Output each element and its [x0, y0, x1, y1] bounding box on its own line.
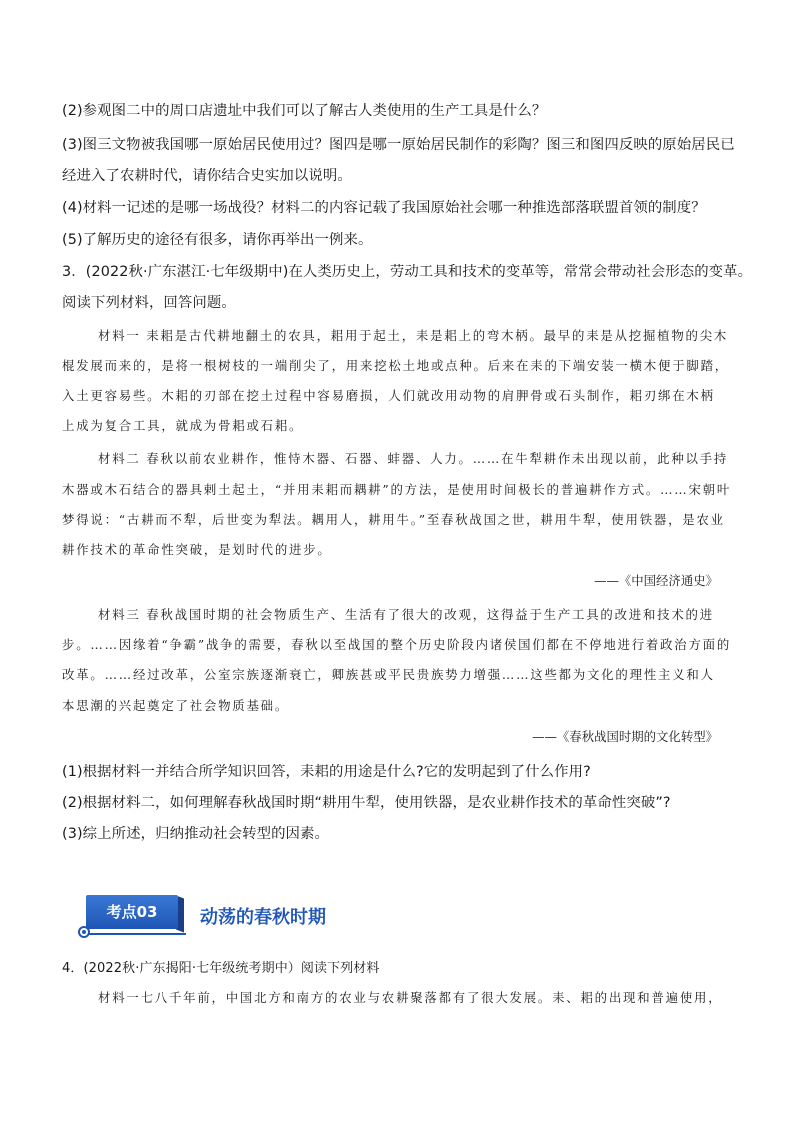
q3-material3-line3: 改革。……经过改革，公室宗族逐渐衰亡，卿族甚或平民贵族势力增强……这些都为文化的理性主义和人: [62, 667, 715, 682]
q3-sub2: (2)根据材料二，如何理解春秋战国时期“耕用牛犁，使用铁器，是农业耕作技术的革命性突破”?: [62, 795, 671, 811]
q2-sub5: (5)了解历史的途径有很多，请你再举出一例来。: [62, 232, 373, 248]
target-dot-icon: [78, 926, 90, 938]
q2-sub2: (2)参观图二中的周口店遗址中我们可以了解古人类使用的生产工具是什么？: [62, 103, 547, 119]
badge-underline: [86, 933, 186, 935]
q3-material3-line2: 步。……因缘着“争霸”战争的需要，春秋以至战国的整个历史阶段内诸侯国们都在不停地进行着政治方面的: [62, 637, 732, 652]
q3-material3-source: ——《春秋战国时期的文化转型》: [532, 729, 718, 744]
q3-material2-line1: 材料二 春秋以前农业耕作，惟恃木器、石器、蚌器、人力。……在牛犁耕作未出现以前，此种以手持: [98, 451, 729, 466]
q2-sub3: (3)图三文物被我国哪一原始居民使用过？图四是哪一原始居民制作的彩陶？图三和图四反映的原始居民已: [62, 137, 735, 153]
q3-material1-line2: 棍发展而来的，是将一根树枝的一端削尖了，用来挖松土地或点种。后来在耒的下端安装一横木便于脚踏，: [62, 358, 729, 373]
q2-sub4: (4)材料一记述的是哪一场战役？材料二的内容记载了我国原始社会哪一种推选部落联盟首领的制度？: [62, 200, 706, 216]
q2-sub3-cont: 经进入了农耕时代，请你结合史实加以说明。: [62, 168, 352, 184]
q3-material2-line3: 梦得说：“古耕而不犁，后世变为犁法。耦用人，耕用牛。”至春秋战国之世，耕用牛犁，使用铁器，是农业: [62, 512, 725, 527]
q4-material1-line1: 材料一七八千年前，中国北方和南方的农业与农耕聚落都有了很大发展。耒、耜的出现和普遍使用，: [98, 990, 723, 1005]
q3-material3-line4: 本思潮的兴起奠定了社会物质基础。: [62, 698, 290, 713]
q3-material3-line1: 材料三 春秋战国时期的社会物质生产、生活有了很大的改观，这得益于生产工具的改进和技术的进: [98, 607, 714, 622]
q3-material2-line4: 耕作技术的革命性突破，是划时代的进步。: [62, 542, 332, 557]
section-badge-label: 考点03: [86, 895, 178, 929]
q3-material1-line3: 入土更容易些。木耜的刃部在挖土过程中容易磨损，人们就改用动物的肩胛骨或石头制作，耜刃绑在木柄: [62, 388, 715, 403]
q3-material1-line4: 上成为复合工具，就成为骨耜或石耜。: [62, 418, 304, 433]
q3-sub3: (3)综上所述，归纳推动社会转型的因素。: [62, 826, 330, 842]
q3-intro-cont: 阅读下列材料，回答问题。: [62, 295, 236, 311]
q3-sub1: (1)根据材料一并结合所学知识回答，耒耜的用途是什么?它的发明起到了什么作用?: [62, 764, 591, 780]
q3-intro: 3．(2022秋·广东湛江·七年级期中)在人类历史上，劳动工具和技术的变革等，常常会带动社会形态的变革。: [62, 264, 753, 280]
q4-intro: 4．(2022秋·广东揭阳·七年级统考期中）阅读下列材料: [62, 961, 380, 976]
q3-material2-source: ——《中国经济通史》: [594, 573, 718, 588]
section-badge: [80, 895, 192, 937]
q3-material1-line1: 材料一 耒耜是古代耕地翻土的农具，耜用于起土，耒是耜上的弯木柄。最早的耒是从挖掘植物的尖木: [98, 328, 729, 343]
q3-material2-line2: 木器或木石结合的器具剌土起土，“并用耒耜而耦耕”的方法，是使用时间极长的普遍耕作方式。……宋朝叶: [62, 482, 732, 497]
section-title: 动荡的春秋时期: [200, 907, 326, 928]
